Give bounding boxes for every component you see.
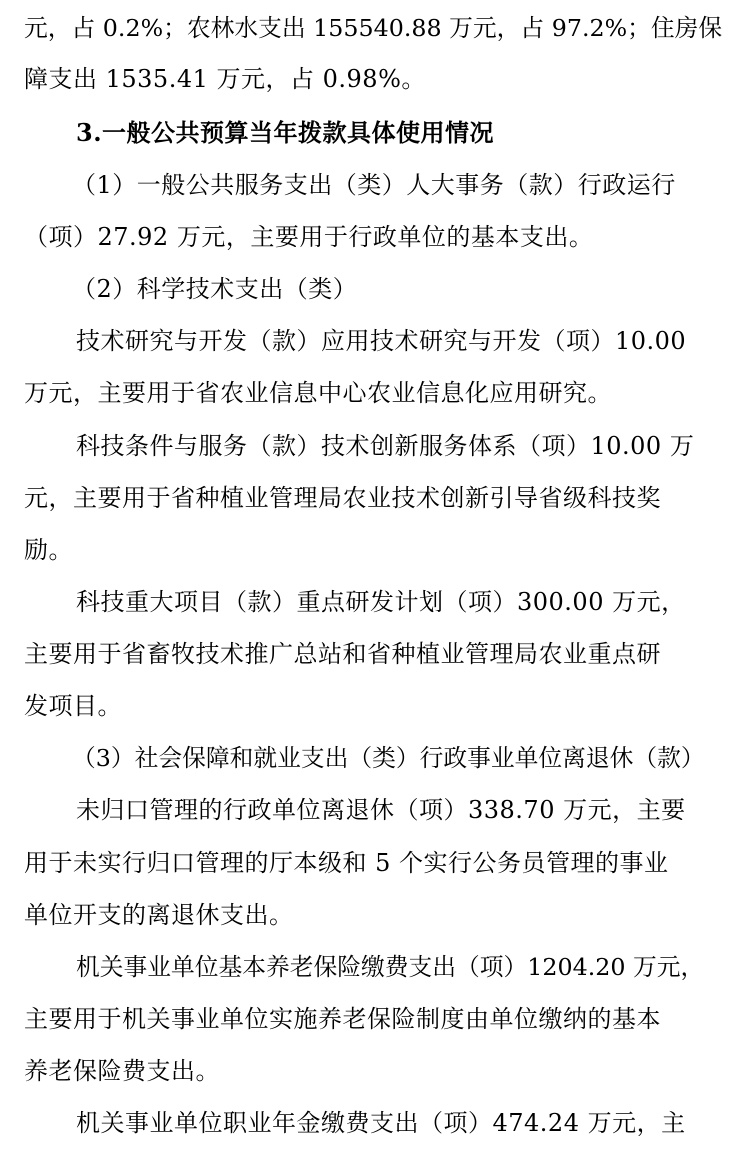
subsection-heading: （3）社会保障和就业支出（类）行政事业单位离退休（款） [72, 744, 705, 772]
text-line: 万元，主要用于省农业信息中心农业信息化应用研究。 [24, 379, 612, 407]
text-line: 养老保险费支出。 [24, 1057, 220, 1085]
text-line: 主要用于省畜牧技术推广总站和省种植业管理局农业重点研 [24, 640, 661, 668]
text-line: （项）27.92 万元，主要用于行政单位的基本支出。 [24, 223, 594, 251]
text-line: 元，主要用于省种植业管理局农业技术创新引导省级科技奖 [24, 484, 661, 512]
section-heading: 3.一般公共预算当年拨款具体使用情况 [76, 118, 495, 147]
text-line: 元，占 0.2%；农林水支出 155540.88 万元，占 97.2%；住房保 [24, 14, 723, 42]
text-line: （1）一般公共服务支出（类）人大事务（款）行政运行 [72, 171, 676, 199]
text-line: 励。 [24, 536, 73, 564]
text-line: 主要用于机关事业单位实施养老保险制度由单位缴纳的基本 [24, 1005, 661, 1033]
text-line: 机关事业单位基本养老保险缴费支出（项）1204.20 万元， [76, 953, 705, 981]
text-line: 技术研究与开发（款）应用技术研究与开发（项）10.00 [76, 327, 687, 355]
text-line: 科技条件与服务（款）技术创新服务体系（项）10.00 万 [76, 432, 695, 460]
text-line: 障支出 1535.41 万元，占 0.98%。 [24, 65, 426, 93]
subsection-heading: （2）科学技术支出（类） [72, 275, 358, 303]
text-line: 机关事业单位职业年金缴费支出（项）474.24 万元，主 [76, 1109, 686, 1137]
text-line: 发项目。 [24, 692, 122, 720]
text-line: 未归口管理的行政单位离退休（项）338.70 万元，主要 [76, 796, 686, 824]
text-line: 科技重大项目（款）重点研发计划（项）300.00 万元， [76, 588, 686, 616]
text-line: 用于未实行归口管理的厅本级和 5 个实行公务员管理的事业 [24, 849, 669, 877]
text-line: 单位开支的离退休支出。 [24, 901, 294, 929]
